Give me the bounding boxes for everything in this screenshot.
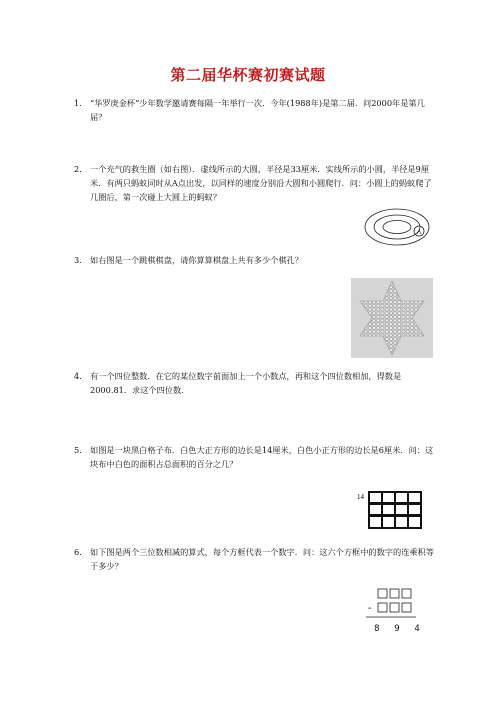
star-board [351, 278, 433, 358]
question-6 [74, 545, 434, 573]
side-length-label: 14 [357, 493, 364, 501]
question-number: 1. [74, 98, 82, 108]
question-4 [74, 369, 434, 397]
outer-circle [365, 209, 429, 245]
minus-sign: - [368, 603, 372, 614]
question-text: 如下图是两个三位数相减的算式，每个方框代表一个数字．问：这六个方框中的数字的连乘积等于多少？ [90, 547, 434, 571]
question-number: 3. [74, 255, 82, 265]
question-5 [74, 443, 434, 471]
question-text: 一个充气的救生圈（如右图）．虚线所示的大圆，半径是33厘米．实线所示的小圆，半径是9厘米．有两只蚂蚁同时从A点出发，以同样的速度分别沿大圆和小圆爬行．问：小圆上的蚂蚁爬了几圈后，第一次碰上大圆上的蚂蚁？ [90, 164, 432, 202]
question-1 [74, 96, 434, 124]
question-3 [74, 253, 434, 267]
question-number: 6. [74, 547, 82, 557]
question-text: “华罗庚金杯”少年数学邀请赛每隔一年举行一次．今年(1988年)是第二届．问2000年是第几届？ [90, 98, 425, 122]
page-title: 第二届华杯赛初赛试题 [170, 66, 326, 84]
subtraction-figure [364, 587, 436, 635]
question-text: 有一个四位整数．在它的某位数字前面加上一个小数点，再和这个四位数相加，得数是2000.81．求这个四位数． [90, 371, 402, 395]
star-shape [360, 281, 424, 355]
checkered-cloth-figure [357, 488, 437, 532]
point-a-label: A [417, 229, 422, 236]
inner-circle [383, 221, 411, 234]
question-text: 如图是一块黑白格子布．白色大正方形的边长是14厘米，白色小正方形的边长是6厘米．问：这块布中白色的面积占总面积的百分之几？ [90, 445, 434, 469]
question-number: 4. [74, 371, 82, 381]
question-number: 2. [74, 164, 82, 174]
chinese-checkers-board-image [351, 278, 433, 358]
question-2 [74, 162, 434, 204]
lifebuoy-figure [362, 205, 444, 249]
dashed-big-circle [374, 215, 420, 239]
difference-digits: 8 9 4 [374, 624, 426, 634]
question-number: 5. [74, 445, 82, 455]
subtraction-boxes [364, 587, 436, 623]
question-text: 如右图是一个跳棋棋盘，请你算算棋盘上共有多少个棋孔？ [90, 255, 303, 265]
